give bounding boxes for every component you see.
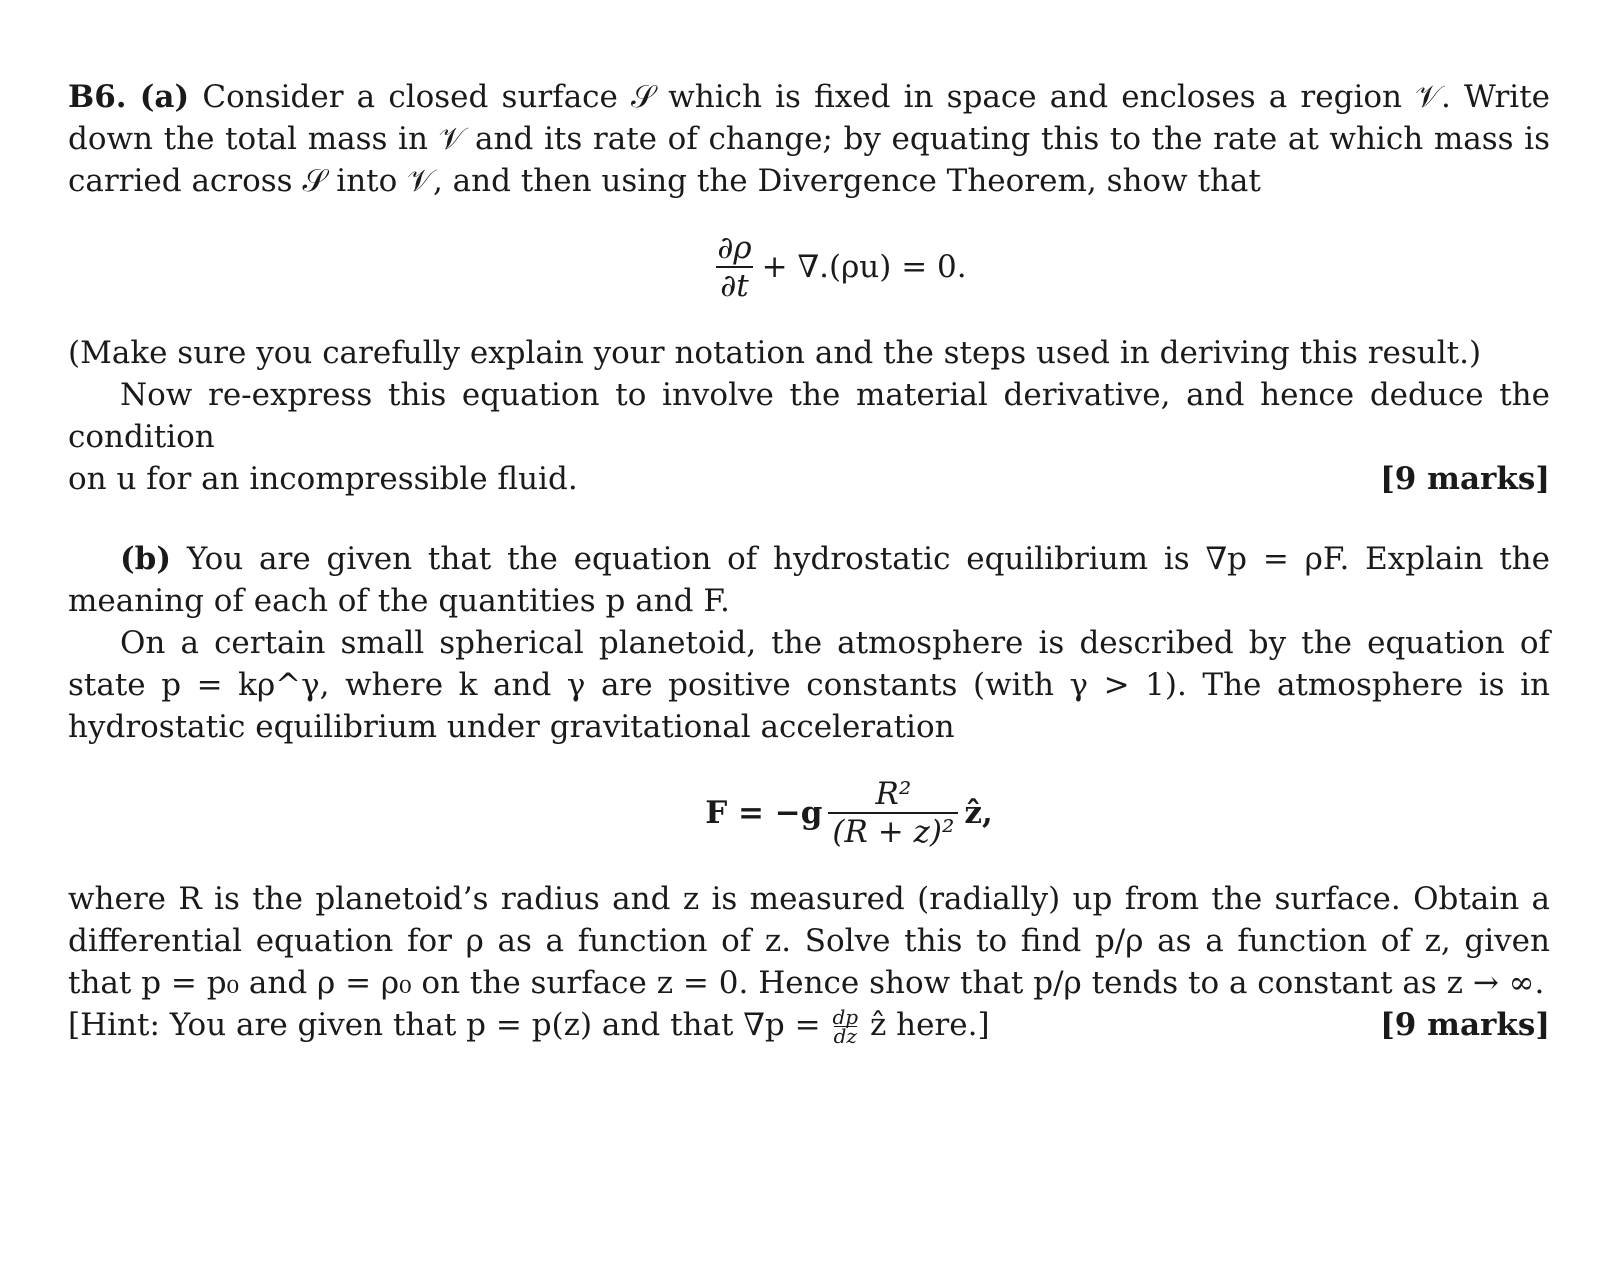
part-b-intro-paragraph (68, 538, 1550, 622)
hint-fraction (832, 1005, 859, 1048)
force-fraction (828, 776, 958, 850)
part-a-intro: Consider a closed surface 𝒮 which is fixed in space and encloses a region 𝒱. Write down the total mass in 𝒱 and its rate of change; by equating this to the rate at which mass is carried across 𝒮 into 𝒱, and then using the Divergence Theorem, show that (68, 79, 1550, 199)
part-a-last-line (68, 458, 1550, 500)
hint-denominator: dz (833, 1024, 857, 1048)
part-a-note: (Make sure you carefully explain your notation and the steps used in deriving this result.) (68, 335, 1482, 371)
force-lhs: F = −g (705, 795, 823, 831)
part-b-intro: You are given that the equation of hydrostatic equilibrium is ∇p = ρF. Explain the meaning of each of the quantities p and F. (68, 541, 1550, 619)
hint-numerator: dp (832, 1005, 859, 1029)
question-number: B6. (68, 79, 127, 115)
continuity-equation (124, 230, 1550, 304)
part-b-label: (b) (120, 541, 172, 577)
force-rhs: ẑ, (964, 795, 993, 831)
part-a-marks: [9 marks] (1380, 461, 1550, 497)
partial-numerator: ∂ρ (717, 230, 752, 266)
hint-text (68, 1004, 990, 1046)
force-denominator: (R + z)² (828, 812, 958, 850)
gravity-equation (148, 776, 1550, 850)
continuity-equation-rest: + ∇.(ρu) = 0. (761, 249, 967, 285)
force-numerator: R² (875, 776, 912, 812)
part-a-follow-up-1: Now re-express this equation to involve the material derivative, and hence deduce the condition (68, 377, 1550, 455)
part-b-marks: [9 marks] (1380, 1007, 1550, 1043)
hint-end: ẑ here.] (869, 1007, 990, 1043)
hint-start: [Hint: You are given that p = p(z) and that ∇p = (68, 1007, 821, 1043)
partial-denominator: ∂t (716, 266, 753, 304)
part-b-state-paragraph: On a certain small spherical planetoid, the atmosphere is described by the equation of state p = kρ^γ, where k and γ are positive constants (with γ > 1). The atmosphere is in hydrostatic equilibrium under gravitational acceleration (68, 625, 1550, 745)
part-b-where-paragraph: where R is the planetoid’s radius and z is measured (radially) up from the surface. Obtain a differential equation for ρ as a function of z. Solve this to find p/ρ as a function of z, given that p = p₀ and ρ = ρ₀ on the surface z = 0. Hence show that p/ρ tends to a constant as z → ∞. (68, 881, 1550, 1001)
part-a-follow-up-2: on u for an incompressible fluid. (68, 461, 578, 497)
partial-fraction (713, 230, 755, 304)
part-a-label: (a) (139, 79, 190, 115)
part-a-intro-paragraph (68, 76, 1550, 202)
part-b-hint-line (68, 1004, 1550, 1046)
exam-question-b6 (68, 76, 1550, 1046)
